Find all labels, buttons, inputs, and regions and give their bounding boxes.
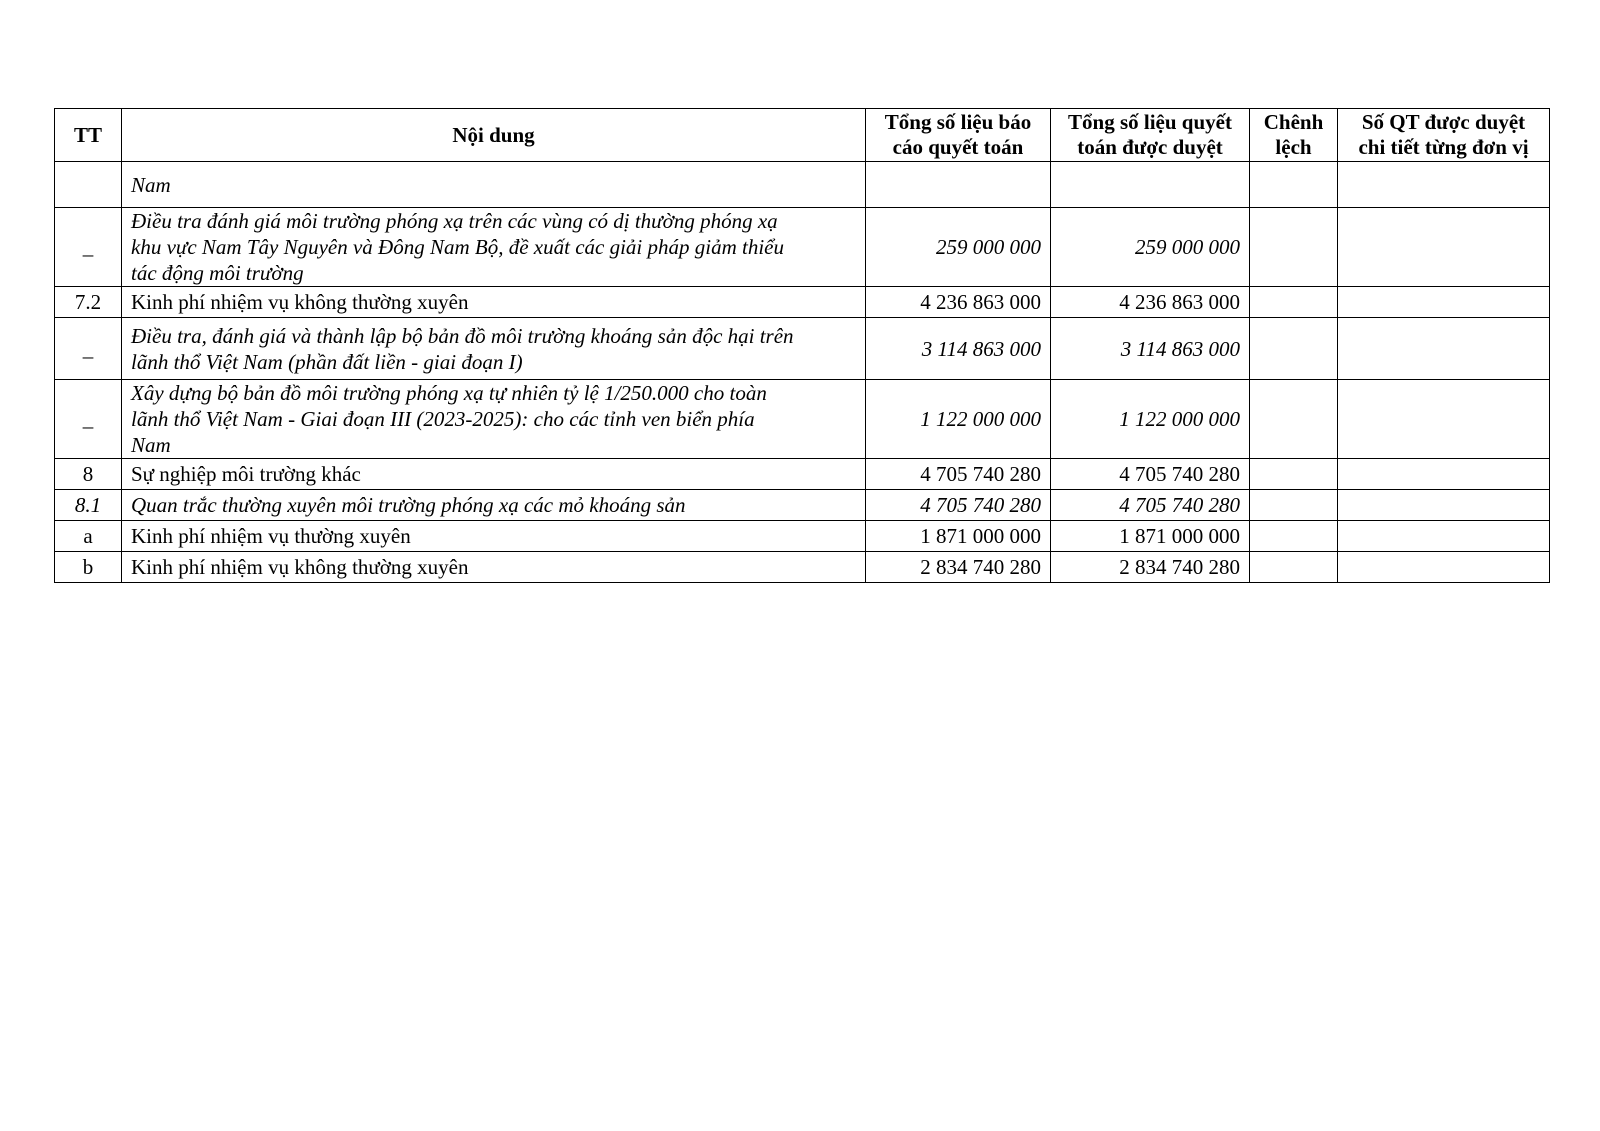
cell-content: Kinh phí nhiệm vụ thường xuyên <box>122 521 866 552</box>
cell-difference <box>1250 208 1338 287</box>
cell-content-line-1: Điều tra, đánh giá và thành lập bộ bản đồ môi trường khoáng sản độc hại trên <box>131 323 794 348</box>
cell-tt: 7.2 <box>55 287 122 318</box>
header-difference <box>1250 109 1338 162</box>
cell-difference <box>1250 521 1338 552</box>
cell-content: Kinh phí nhiệm vụ không thường xuyên <box>122 552 866 583</box>
cell-approved: 4 236 863 000 <box>1051 287 1250 318</box>
cell-difference <box>1250 459 1338 490</box>
cell-content <box>122 380 866 459</box>
cell-difference <box>1250 380 1338 459</box>
cell-approved: 3 114 863 000 <box>1051 318 1250 380</box>
cell-content: Sự nghiệp môi trường khác <box>122 459 866 490</box>
cell-content-line-2: lãnh thổ Việt Nam - Giai đoạn III (2023-2025): cho các tỉnh ven biển phía <box>131 407 755 431</box>
cell-tt: _ <box>55 318 122 380</box>
cell-content-line-2: lãnh thổ Việt Nam (phần đất liền - giai đoạn I) <box>131 349 523 374</box>
cell-difference <box>1250 162 1338 208</box>
header-unit-line-1: Số QT được duyệt <box>1361 110 1526 134</box>
cell-content-line-1: Xây dựng bộ bản đồ môi trường phóng xạ tự nhiên tỷ lệ 1/250.000 cho toàn <box>131 381 767 405</box>
cell-unit-detail <box>1338 208 1550 287</box>
cell-tt: b <box>55 552 122 583</box>
cell-content: Nam <box>122 162 866 208</box>
table-row <box>55 318 1550 380</box>
cell-unit-detail <box>1338 287 1550 318</box>
cell-content <box>122 208 866 287</box>
header-difference-line-2: lệch <box>1275 135 1312 159</box>
cell-unit-detail <box>1338 552 1550 583</box>
cell-difference <box>1250 318 1338 380</box>
cell-approved: 4 705 740 280 <box>1051 490 1250 521</box>
cell-unit-detail <box>1338 380 1550 459</box>
cell-approved: 1 122 000 000 <box>1051 380 1250 459</box>
header-approved-line-1: Tổng số liệu quyết <box>1068 110 1232 134</box>
cell-reported: 1 122 000 000 <box>866 380 1051 459</box>
cell-tt: _ <box>55 380 122 459</box>
table-row <box>55 162 1550 208</box>
cell-content: Kinh phí nhiệm vụ không thường xuyên <box>122 287 866 318</box>
cell-content-line-2: khu vực Nam Tây Nguyên và Đông Nam Bộ, đề xuất các giải pháp giảm thiểu <box>131 235 784 259</box>
header-reported-line-1: Tổng số liệu báo <box>884 110 1032 134</box>
header-approved-line-2: toán được duyệt <box>1077 135 1223 159</box>
cell-reported: 2 834 740 280 <box>866 552 1051 583</box>
budget-settlement-table <box>54 108 1550 583</box>
header-difference-line-1: Chênh <box>1263 110 1324 134</box>
cell-reported: 4 705 740 280 <box>866 459 1051 490</box>
cell-difference <box>1250 287 1338 318</box>
table-row <box>55 521 1550 552</box>
table-row <box>55 380 1550 459</box>
table-row <box>55 552 1550 583</box>
cell-tt <box>55 162 122 208</box>
cell-unit-detail <box>1338 162 1550 208</box>
table-row <box>55 459 1550 490</box>
cell-reported: 259 000 000 <box>866 208 1051 287</box>
table-row <box>55 287 1550 318</box>
cell-content-line-1: Điều tra đánh giá môi trường phóng xạ trên các vùng có dị thường phóng xạ <box>131 209 778 233</box>
cell-content <box>122 318 866 380</box>
cell-approved <box>1051 162 1250 208</box>
cell-unit-detail <box>1338 521 1550 552</box>
cell-approved: 259 000 000 <box>1051 208 1250 287</box>
cell-reported <box>866 162 1051 208</box>
cell-approved: 2 834 740 280 <box>1051 552 1250 583</box>
header-approved-total <box>1051 109 1250 162</box>
cell-tt: 8 <box>55 459 122 490</box>
cell-content-line-3: tác động môi trường <box>131 261 304 285</box>
cell-difference <box>1250 552 1338 583</box>
cell-reported: 4 705 740 280 <box>866 490 1051 521</box>
cell-approved: 4 705 740 280 <box>1051 459 1250 490</box>
cell-reported: 1 871 000 000 <box>866 521 1051 552</box>
header-unit-detail <box>1338 109 1550 162</box>
table-row <box>55 208 1550 287</box>
cell-approved: 1 871 000 000 <box>1051 521 1250 552</box>
header-unit-line-2: chi tiết từng đơn vị <box>1358 135 1529 159</box>
cell-unit-detail <box>1338 318 1550 380</box>
table-header-row <box>55 109 1550 162</box>
cell-content: Quan trắc thường xuyên môi trường phóng xạ các mỏ khoáng sản <box>122 490 866 521</box>
cell-content-line-3: Nam <box>131 433 171 457</box>
table-row <box>55 490 1550 521</box>
header-reported-line-2: cáo quyết toán <box>892 135 1024 159</box>
cell-tt: a <box>55 521 122 552</box>
cell-unit-detail <box>1338 459 1550 490</box>
cell-reported: 4 236 863 000 <box>866 287 1051 318</box>
header-content: Nội dung <box>122 109 866 162</box>
cell-tt: 8.1 <box>55 490 122 521</box>
cell-tt: _ <box>55 208 122 287</box>
header-reported-total <box>866 109 1051 162</box>
header-tt: TT <box>55 109 122 162</box>
cell-difference <box>1250 490 1338 521</box>
cell-unit-detail <box>1338 490 1550 521</box>
cell-reported: 3 114 863 000 <box>866 318 1051 380</box>
